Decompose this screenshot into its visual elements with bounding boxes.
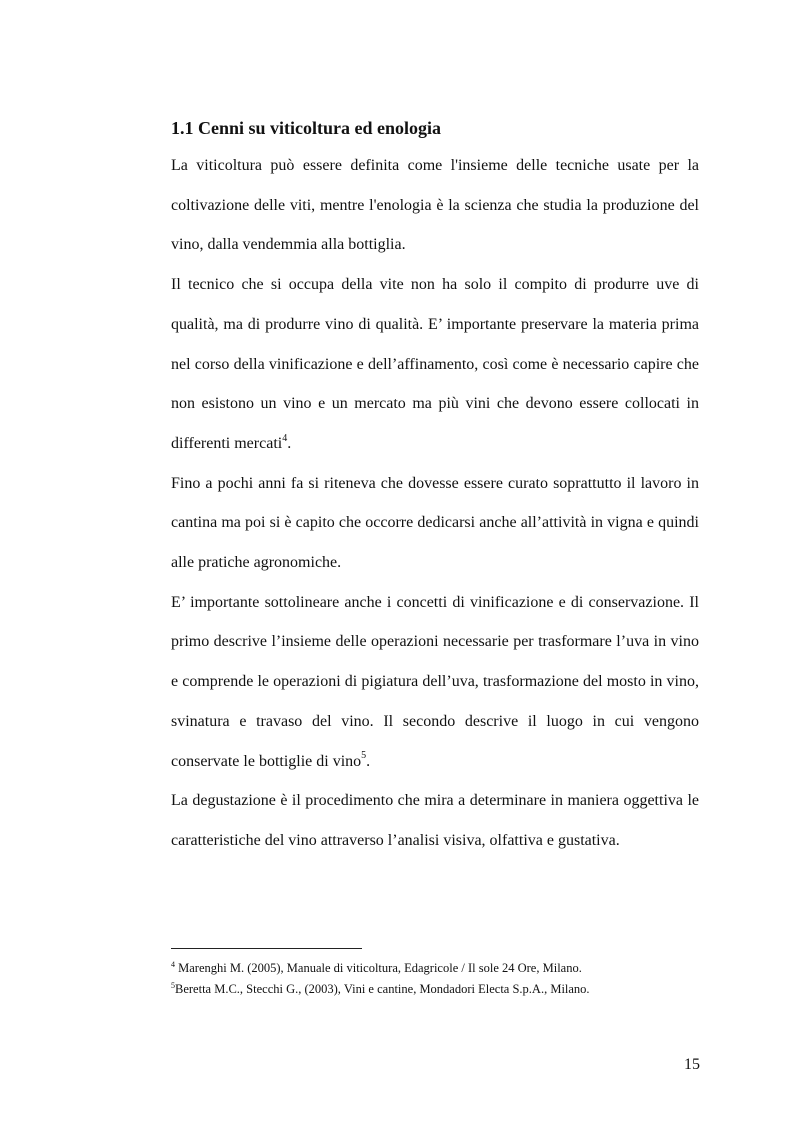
footnote-mark: 4 — [171, 960, 175, 969]
paragraph-1 — [171, 146, 699, 265]
paragraph-2 — [171, 265, 699, 464]
paragraph-text: E’ importante sottolineare anche i concetti di vinificazione e di conservazione. Il primo descrive l’insieme delle operazioni necessarie per trasformare l’uva in vino e comprende le operazioni di pigiatura dell’uva, trasformazione del mosto in vino, svinatura e travaso del vino. Il secondo descrive il luogo in cui vengono conservate le bottiglie di vino — [171, 593, 699, 770]
footnote-text: Beretta M.C., Stecchi G., (2003), Vini e cantine, Mondadori Electa S.p.A., Milano. — [175, 982, 590, 997]
paragraph-text: Il tecnico che si occupa della vite non ha solo il compito di produrre uve di qualità, ma di produrre vino di qualità. E’ importante preservare la materia prima nel corso della vinificazione e dell’affinamento, così come è necessario capire che non esistono un vino e un mercato ma più vini che devono essere collocati in differenti mercati — [171, 276, 699, 452]
paragraph-text: Fino a pochi anni fa si riteneva che dovesse essere curato soprattutto il lavoro in cantina ma poi si è capito che occorre dedicarsi anche all’attività in vigna e quindi alle pratiche agronomiche. — [171, 474, 699, 572]
page-body — [171, 114, 699, 861]
paragraph-5 — [171, 781, 699, 860]
paragraph-text: La degustazione è il procedimento che mira a determinare in maniera oggettiva le caratteristiche del vino attraverso l’analisi visiva, olfattiva e gustativa. — [171, 792, 699, 849]
footnote-5 — [171, 977, 699, 998]
footnote-separator — [171, 948, 362, 949]
paragraph-3 — [171, 464, 699, 583]
footnotes — [171, 956, 699, 998]
paragraph-text: La viticoltura può essere definita come l'insieme delle tecniche usate per la coltivazione delle viti, mentre l'enologia è la scienza che studia la produzione del vino, dalla vendemmia alla bottiglia. — [171, 157, 699, 254]
section-heading: 1.1 Cenni su viticoltura ed enologia — [171, 118, 442, 138]
footnote-text: Marenghi M. (2005), Manuale di viticoltura, Edagricole / Il sole 24 Ore, Milano. — [175, 961, 582, 976]
paragraph-tail: . — [287, 434, 292, 452]
footnote-mark: 5 — [171, 981, 175, 991]
footnote-reference-4[interactable]: 4 — [282, 432, 288, 444]
footnote-reference-5[interactable]: 5 — [361, 750, 367, 762]
page-number: 15 — [684, 1056, 700, 1073]
paragraph-tail: . — [366, 752, 371, 770]
footnote-4 — [171, 956, 699, 977]
paragraph-4 — [171, 583, 699, 782]
